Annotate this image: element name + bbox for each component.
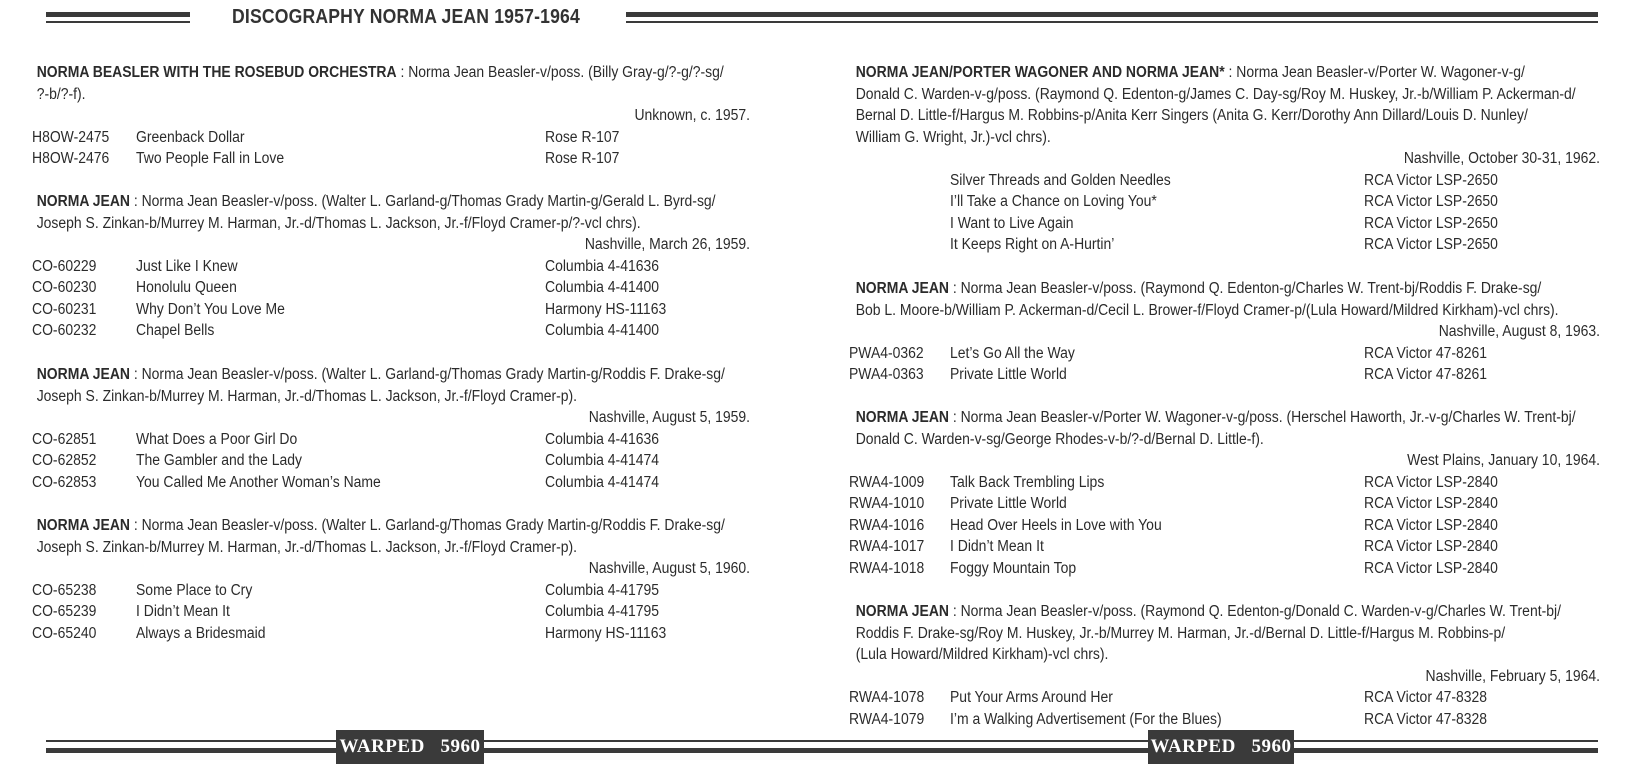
credits-line: : Norma Jean Beasler-v/poss. (Walter L. Garland-g/Thomas Grady Martin-g/Gerald L. Byrd-sg/ xyxy=(129,193,716,210)
track-row xyxy=(849,558,1600,580)
release-label: RCA Victor 47-8328 xyxy=(1364,689,1488,706)
track-row xyxy=(849,343,1600,365)
matrix-number: RWA4-1016 xyxy=(849,516,925,534)
session-credits xyxy=(34,364,725,407)
session-place-date: Nashville, March 26, 1959. xyxy=(584,236,750,253)
session-block xyxy=(849,278,1600,386)
track-row xyxy=(34,299,750,321)
track-row xyxy=(849,515,1600,537)
header-rule-right xyxy=(626,12,1598,23)
track-title: The Gambler and the Lady xyxy=(136,452,302,469)
track-title: It Keeps Right on A-Hurtin’ xyxy=(950,236,1115,253)
track-row xyxy=(849,472,1600,494)
release-label: Columbia 4-41636 xyxy=(545,430,660,448)
credits-line: William G. Wright, Jr.)-vcl chrs). xyxy=(855,128,1051,146)
release-label: Harmony HS-11163 xyxy=(545,624,667,642)
session-place-date: Nashville, August 5, 1959. xyxy=(588,409,750,426)
track-title: Head Over Heels in Love with You xyxy=(950,516,1162,534)
release-label: RCA Victor 47-8261 xyxy=(1364,366,1488,383)
session-block xyxy=(849,407,1600,579)
track-row xyxy=(34,127,750,149)
session-place-date: Unknown, c. 1957. xyxy=(634,107,750,124)
track-title: Just Like I Knew xyxy=(136,257,238,275)
footer-rule-left xyxy=(46,738,816,768)
session-place-date: Nashville, February 5, 1964. xyxy=(1425,667,1600,685)
track-title: I Didn’t Mean It xyxy=(136,603,230,620)
release-label: RCA Victor LSP-2840 xyxy=(1364,559,1498,577)
track-title: I Didn’t Mean It xyxy=(950,538,1044,555)
track-title: Put Your Arms Around Her xyxy=(950,689,1113,706)
track-title: Chapel Bells xyxy=(136,322,215,339)
session-block xyxy=(853,62,1600,256)
matrix-number: CO-60232 xyxy=(32,322,97,339)
release-label: Rose R-107 xyxy=(545,150,620,167)
track-row xyxy=(34,320,750,342)
matrix-number: CO-65239 xyxy=(32,603,97,620)
matrix-number: CO-62853 xyxy=(32,473,97,491)
release-label: Columbia 4-41795 xyxy=(545,581,660,599)
track-row xyxy=(34,148,750,170)
matrix-number: H8OW-2475 xyxy=(32,128,110,146)
credits-line: ?-b/?-f). xyxy=(36,85,86,103)
track-row xyxy=(34,256,750,278)
track-row xyxy=(853,213,1600,235)
track-title: I Want to Live Again xyxy=(950,214,1074,232)
release-label: RCA Victor 47-8328 xyxy=(1364,710,1488,728)
track-row xyxy=(34,601,750,623)
matrix-number: RWA4-1078 xyxy=(849,689,925,706)
artist-name: NORMA JEAN xyxy=(36,517,130,534)
session-block xyxy=(34,191,750,342)
matrix-number: RWA4-1018 xyxy=(849,559,925,577)
release-label: RCA Victor LSP-2650 xyxy=(1364,171,1498,189)
track-title: Why Don’t You Love Me xyxy=(136,300,285,318)
release-label: Columbia 4-41400 xyxy=(545,279,660,296)
track-row xyxy=(34,623,750,645)
session-place-date: Nashville, August 5, 1960. xyxy=(588,560,750,577)
release-label: Columbia 4-41636 xyxy=(545,257,660,275)
track-title: Always a Bridesmaid xyxy=(136,624,266,642)
page-title: DISCOGRAPHY NORMA JEAN 1957-1964 xyxy=(232,6,580,28)
matrix-number: PWA4-0363 xyxy=(849,366,924,383)
credits-line: Roddis F. Drake-sg/Roy M. Huskey, Jr.-b/Murrey M. Harman, Jr.-d/Bernal D. Little-f/Hargus M. Robbins-p/ xyxy=(855,624,1506,642)
session-credits xyxy=(853,407,1576,450)
track-row xyxy=(849,536,1600,558)
track-title: I’m a Walking Advertisement (For the Blues) xyxy=(950,710,1222,728)
credits-line: Donald C. Warden-v-g/poss. (Raymond Q. Edenton-g/James C. Day-sg/Roy M. Huskey, Jr.-b/William P. Ackerman-d/ xyxy=(855,85,1576,103)
release-label: Harmony HS-11163 xyxy=(545,300,667,318)
matrix-number: CO-60231 xyxy=(32,300,97,318)
release-label: Columbia 4-41795 xyxy=(545,603,660,620)
credits-line: : Norma Jean Beasler-v/Porter W. Wagoner-v-g/poss. (Herschel Haworth, Jr.-v-g/Charles W. Trent-bj/ xyxy=(948,409,1576,426)
credits-line: : Norma Jean Beasler-v/poss. (Raymond Q. Edenton-g/Charles W. Trent-bj/Roddis F. Drake-sg/ xyxy=(948,280,1542,297)
credits-line: Donald C. Warden-v-sg/George Rhodes-v-b/?-d/Bernal D. Little-f). xyxy=(855,430,1264,448)
session-block xyxy=(34,364,750,493)
session-credits xyxy=(34,191,716,234)
session-place-date: West Plains, January 10, 1964. xyxy=(1407,452,1600,469)
credits-line: Joseph S. Zinkan-b/Murrey M. Harman, Jr.-d/Thomas L. Jackson, Jr.-f/Floyd Cramer-p). xyxy=(36,538,578,556)
release-label: RCA Victor LSP-2840 xyxy=(1364,473,1498,491)
credits-line: (Lula Howard/Mildred Kirkham)-vcl chrs). xyxy=(855,646,1109,663)
release-label: RCA Victor LSP-2840 xyxy=(1364,495,1498,512)
session-credits xyxy=(853,62,1576,148)
track-row xyxy=(853,234,1600,256)
track-row xyxy=(34,472,750,494)
catalog-badge: WARPED 5960 xyxy=(1148,730,1294,764)
track-row xyxy=(34,429,750,451)
release-label: RCA Victor LSP-2840 xyxy=(1364,516,1498,534)
track-row xyxy=(34,450,750,472)
matrix-number: CO-65238 xyxy=(32,581,97,599)
credits-line: : Norma Jean Beasler-v/poss. (Walter L. Garland-g/Thomas Grady Martin-g/Roddis F. Drake-sg/ xyxy=(129,517,725,534)
artist-name: NORMA JEAN xyxy=(36,366,130,383)
header-rule-left xyxy=(46,12,190,23)
credits-line: Joseph S. Zinkan-b/Murrey M. Harman, Jr.-d/Thomas L. Jackson, Jr.-f/Floyd Cramer-p/?-vcl chrs). xyxy=(36,214,641,232)
release-label: RCA Victor LSP-2650 xyxy=(1364,236,1498,253)
matrix-number: RWA4-1009 xyxy=(849,473,925,491)
track-title: Some Place to Cry xyxy=(136,581,253,599)
track-title: You Called Me Another Woman’s Name xyxy=(136,473,381,491)
artist-name: NORMA JEAN xyxy=(36,193,130,210)
track-title: Silver Threads and Golden Needles xyxy=(950,171,1171,189)
credits-line: Bernal D. Little-f/Hargus M. Robbins-p/Anita Kerr Singers (Anita G. Kerr/Dorothy Ann Dillard/Louis D. Nunley/ xyxy=(855,107,1528,124)
track-title: What Does a Poor Girl Do xyxy=(136,430,298,448)
credits-line: : Norma Jean Beasler-v/poss. (Billy Gray-g/?-g/?-sg/ xyxy=(396,64,724,81)
credits-line: Bob L. Moore-b/William P. Ackerman-d/Cecil L. Brower-f/Floyd Cramer-p/(Lula Howard/Mildred Kirkham)-vcl chrs). xyxy=(855,301,1559,319)
matrix-number: RWA4-1010 xyxy=(849,495,925,512)
track-row xyxy=(34,580,750,602)
track-title: Honolulu Queen xyxy=(136,279,237,296)
matrix-number: CO-62851 xyxy=(32,430,97,448)
session-place-date: Nashville, August 8, 1963. xyxy=(1438,323,1600,340)
track-title: Foggy Mountain Top xyxy=(950,559,1077,577)
credits-line: : Norma Jean Beasler-v/Porter W. Wagoner-v-g/ xyxy=(1224,64,1525,81)
track-row xyxy=(34,277,750,299)
session-block xyxy=(34,62,750,170)
artist-name: NORMA JEAN xyxy=(855,280,949,297)
track-row xyxy=(853,170,1600,192)
session-block xyxy=(34,515,750,644)
session-credits xyxy=(34,62,724,105)
artist-name: NORMA JEAN xyxy=(855,409,949,426)
matrix-number: CO-60229 xyxy=(32,257,97,275)
matrix-number: PWA4-0362 xyxy=(849,344,924,362)
track-row xyxy=(849,709,1600,731)
session-block xyxy=(849,601,1600,730)
session-credits xyxy=(853,278,1559,321)
session-credits xyxy=(34,515,725,558)
release-label: Rose R-107 xyxy=(545,128,620,146)
credits-line: Joseph S. Zinkan-b/Murrey M. Harman, Jr.-d/Thomas L. Jackson, Jr.-f/Floyd Cramer-p). xyxy=(36,387,578,405)
release-label: RCA Victor LSP-2840 xyxy=(1364,538,1498,555)
track-row xyxy=(853,191,1600,213)
matrix-number: CO-60230 xyxy=(32,279,97,296)
track-title: Private Little World xyxy=(950,495,1067,512)
track-row xyxy=(849,687,1600,709)
track-title: Let’s Go All the Way xyxy=(950,344,1075,362)
matrix-number: CO-65240 xyxy=(32,624,97,642)
matrix-number: H8OW-2476 xyxy=(32,150,110,167)
release-label: Columbia 4-41474 xyxy=(545,452,660,469)
track-row xyxy=(849,493,1600,515)
track-title: I’ll Take a Chance on Loving You* xyxy=(950,193,1157,210)
artist-name: NORMA JEAN xyxy=(855,603,949,620)
matrix-number: RWA4-1017 xyxy=(849,538,925,555)
track-title: Private Little World xyxy=(950,366,1067,383)
release-label: Columbia 4-41474 xyxy=(545,473,660,491)
release-label: Columbia 4-41400 xyxy=(545,322,660,339)
credits-line: : Norma Jean Beasler-v/poss. (Raymond Q. Edenton-g/Donald C. Warden-v-g/Charles W. Trent-bj/ xyxy=(948,603,1561,620)
track-title: Two People Fall in Love xyxy=(136,150,285,167)
track-title: Talk Back Trembling Lips xyxy=(950,473,1105,491)
track-row xyxy=(849,364,1600,386)
artist-name: NORMA JEAN/PORTER WAGONER AND NORMA JEAN* xyxy=(855,64,1225,81)
release-label: RCA Victor LSP-2650 xyxy=(1364,214,1498,232)
catalog-badge: WARPED 5960 xyxy=(336,730,484,764)
release-label: RCA Victor 47-8261 xyxy=(1364,344,1488,362)
artist-name: NORMA BEASLER WITH THE ROSEBUD ORCHESTRA xyxy=(36,64,397,81)
session-credits xyxy=(853,601,1561,666)
session-place-date: Nashville, October 30-31, 1962. xyxy=(1403,150,1600,167)
matrix-number: RWA4-1079 xyxy=(849,710,925,728)
track-title: Greenback Dollar xyxy=(136,128,245,146)
footer-rule-right xyxy=(816,738,1598,768)
matrix-number: CO-62852 xyxy=(32,452,97,469)
release-label: RCA Victor LSP-2650 xyxy=(1364,193,1498,210)
credits-line: : Norma Jean Beasler-v/poss. (Walter L. Garland-g/Thomas Grady Martin-g/Roddis F. Drake-sg/ xyxy=(129,366,725,383)
